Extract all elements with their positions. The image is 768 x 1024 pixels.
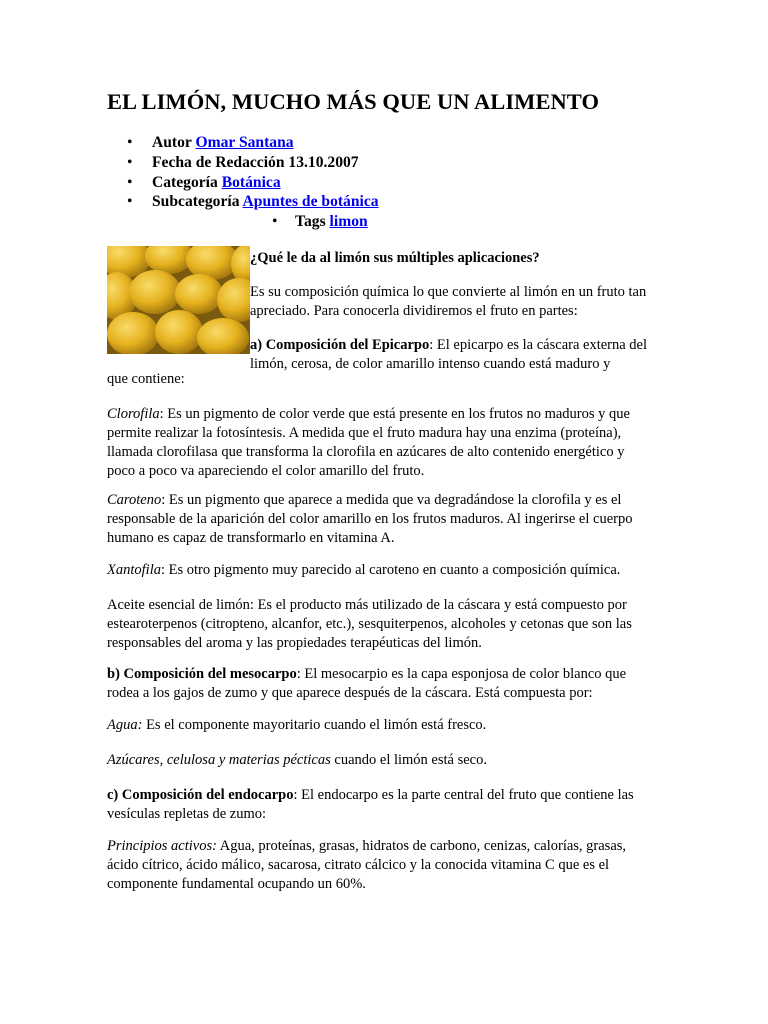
intro-text: Es su composición química lo que convierte al limón en un fruto tan apreciado. Para conocerla dividiremos el fruto en partes: bbox=[250, 284, 647, 319]
clorofila-body: : Es un pigmento de color verde que está presente en los frutos no maduros y que permite realizar la fotosíntesis. A medida que el fruto madura hay una enzima (proteína), llamada clorofilasa que transforma la clorofila en azúcares de alto contenido energético y poco a poco va apareciendo el color amarillo del fruto. bbox=[107, 406, 630, 479]
meta-subcategory bbox=[107, 192, 379, 212]
date-label: Fecha de Redacción 13.10.2007 bbox=[152, 153, 359, 171]
azucares-paragraph bbox=[107, 751, 655, 770]
author-link[interactable]: Omar Santana bbox=[195, 134, 294, 151]
epicarp-heading: a) Composición del Epicarpo bbox=[250, 337, 430, 353]
xantofila-text bbox=[107, 561, 655, 580]
author-label: Autor bbox=[152, 134, 192, 151]
category-label: Categoría bbox=[152, 173, 218, 191]
epicarp-text bbox=[250, 336, 650, 374]
article-meta-list bbox=[107, 133, 379, 232]
bullet: • bbox=[127, 193, 133, 211]
principios-paragraph bbox=[107, 837, 655, 894]
principios-term: Principios activos: bbox=[107, 838, 217, 854]
endocarp-text bbox=[107, 786, 655, 824]
aceite-paragraph bbox=[107, 596, 655, 653]
caroteno-term: Caroteno bbox=[107, 492, 162, 508]
agua-term: Agua: bbox=[107, 717, 143, 733]
epicarp-body: : El epicarpo es la cáscara externa del limón, cerosa, de color amarillo intenso cuando está maduro y bbox=[250, 337, 648, 372]
principios-text bbox=[107, 837, 655, 894]
bullet: • bbox=[127, 134, 133, 151]
meta-date bbox=[107, 153, 379, 173]
subcategory-link[interactable]: Apuntes de botánica bbox=[242, 193, 379, 211]
subcategory-label: Subcategoría bbox=[152, 193, 240, 211]
question-text: ¿Qué le da al limón sus múltiples aplicaciones? bbox=[250, 250, 540, 266]
xantofila-paragraph bbox=[107, 561, 655, 580]
azucares-term: Azúcares, celulosa y materias pécticas bbox=[107, 752, 331, 768]
endocarp-body: : El endocarpo es la parte central del fruto que contiene las vesículas repletas de zumo: bbox=[107, 787, 634, 822]
question-heading bbox=[250, 249, 650, 268]
aceite-text: Aceite esencial de limón: Es el producto más utilizado de la cáscara y está compuesto por estearoterpenos (citropteno, alcanfor, etc.), sesquiterpenos, alcoholes y cetonas que son las responsables del aroma y las propiedades terapéuticas del limón. bbox=[107, 597, 632, 651]
caroteno-paragraph bbox=[107, 491, 655, 548]
clorofila-term: Clorofila bbox=[107, 406, 160, 422]
epicarp-paragraph bbox=[250, 336, 650, 374]
azucares-body: cuando el limón está seco. bbox=[330, 752, 487, 768]
meta-author bbox=[107, 133, 379, 153]
epicarp-continuation-text: que contiene: bbox=[107, 371, 185, 387]
bullet: • bbox=[272, 213, 278, 231]
bullet: • bbox=[127, 173, 133, 191]
meta-tags bbox=[107, 212, 379, 232]
clorofila-text bbox=[107, 405, 655, 481]
xantofila-body: : Es otro pigmento muy parecido al caroteno en cuanto a composición química. bbox=[160, 562, 621, 578]
endocarp-paragraph bbox=[107, 786, 655, 824]
endocarp-heading: c) Composición del endocarpo bbox=[107, 787, 294, 803]
intro-paragraph bbox=[250, 283, 650, 321]
lemons-photo bbox=[107, 246, 250, 354]
mesocarp-text bbox=[107, 665, 655, 703]
tags-link[interactable]: limon bbox=[329, 213, 368, 231]
epicarp-continuation bbox=[107, 370, 655, 389]
agua-body: Es el componente mayoritario cuando el limón está fresco. bbox=[142, 717, 487, 733]
azucares-text bbox=[107, 751, 655, 770]
bullet: • bbox=[127, 153, 133, 171]
tags-label: Tags bbox=[295, 213, 326, 231]
xantofila-term: Xantofila bbox=[107, 562, 161, 578]
agua-text bbox=[107, 716, 655, 735]
article-title: EL LIMÓN, MUCHO MÁS QUE UN ALIMENTO bbox=[107, 89, 600, 114]
lemons-icon bbox=[107, 246, 250, 354]
mesocarp-heading: b) Composición del mesocarpo bbox=[107, 666, 297, 682]
principios-body: Agua, proteínas, grasas, hidratos de carbono, cenizas, calorías, grasas, ácido cítrico, ácido málico, sacarosa, citrato cálcico y la conocida vitamina C que es el componente fundamental ocupando un 60%. bbox=[107, 838, 627, 892]
mesocarp-body: : El mesocarpio es la capa esponjosa de color blanco que rodea a los gajos de zumo y que aparece después de la cáscara. Está compuesta por: bbox=[107, 666, 627, 701]
clorofila-paragraph bbox=[107, 405, 655, 481]
caroteno-text bbox=[107, 491, 655, 548]
mesocarp-paragraph bbox=[107, 665, 655, 703]
agua-paragraph bbox=[107, 716, 655, 735]
meta-category bbox=[107, 173, 379, 193]
caroteno-body: : Es un pigmento que aparece a medida que va degradándose la clorofila y es el responsable de la aparición del color amarillo en los frutos maduros. Al ingerirse el cuerpo humano es capaz de transformarlo en vitamina A. bbox=[107, 492, 633, 546]
category-link[interactable]: Botánica bbox=[221, 173, 281, 191]
